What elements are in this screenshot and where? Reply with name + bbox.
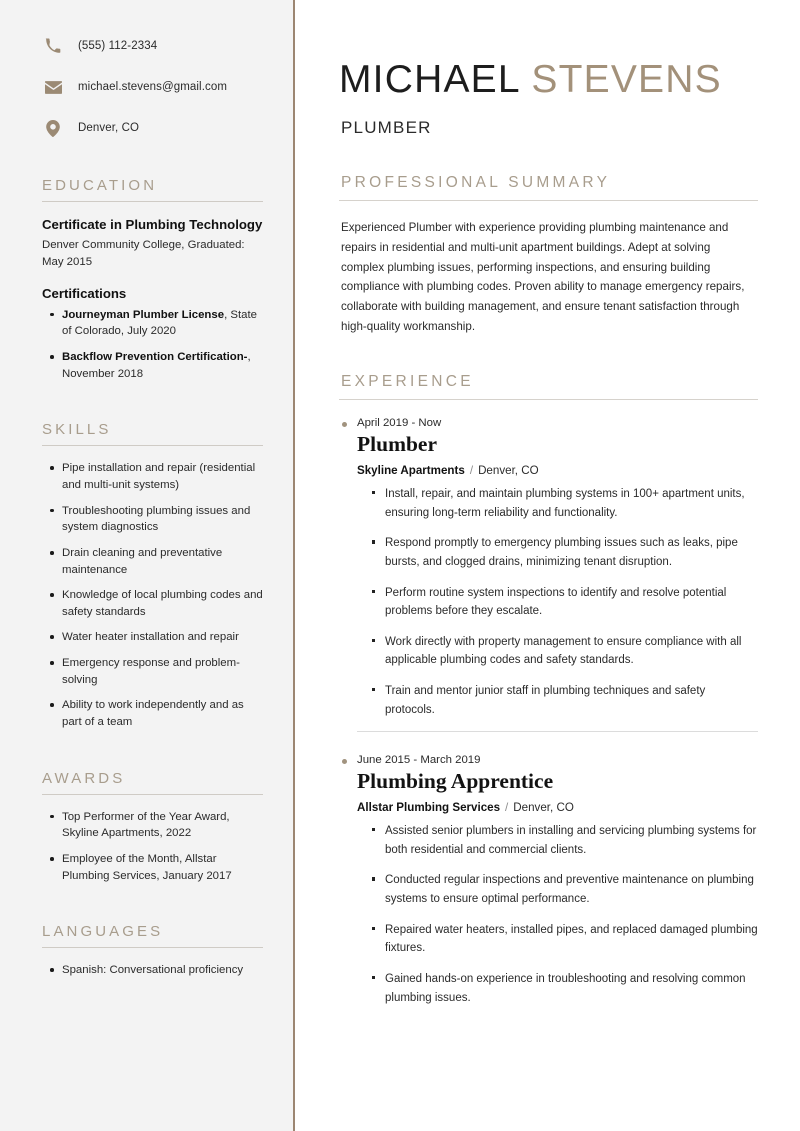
phone-value: (555) 112-2334 [78,40,158,52]
separator: / [469,464,474,478]
certification-detail: , State of Colorado, July 2020 [62,308,257,338]
list-item [62,307,263,340]
list-item: Ability to work independently and as part of a team [62,697,263,730]
envelope-icon [42,77,64,97]
summary-rule [339,200,758,201]
experience-entry [339,417,758,719]
skills-rule [42,445,263,446]
list-item: Gained hands-on experience in troubleshooting and resolving common plumbing issues. [385,970,758,1007]
list-item: Work directly with property management to ensure compliance with all applicable plumbing codes and safety standards. [385,633,758,670]
experience-rule [339,399,758,400]
awards-section [42,770,263,885]
list-item: Pipe installation and repair (residential and multi-unit systems) [62,460,263,493]
education-rule [42,201,263,202]
list-item: Knowledge of local plumbing codes and safety standards [62,587,263,620]
list-item: Troubleshooting plumbing issues and system diagnostics [62,503,263,536]
certification-name: Backflow Prevention Certification- [62,351,248,364]
contact-phone [42,36,263,56]
list-item: Repaired water heaters, installed pipes, and replaced damaged plumbing fixtures. [385,921,758,958]
education-school: Denver Community College, Graduated: May 2015 [42,239,245,268]
summary-section [339,174,758,338]
experience-bullets [339,822,758,1007]
certification-name: Journeyman Plumber License [62,308,225,321]
skills-heading: SKILLS [42,421,112,439]
job-role: PLUMBER [341,117,432,137]
last-name: STEVENS [531,58,722,101]
languages-list [42,962,263,979]
skills-list [42,460,263,730]
languages-heading: LANGUAGES [42,923,164,941]
certifications-list [42,307,263,383]
education-degree: Certificate in Plumbing Technology [42,217,263,232]
experience-heading: EXPERIENCE [341,373,474,391]
experience-company: Allstar Plumbing Services [357,801,501,815]
first-name: MICHAEL [339,58,520,101]
list-item: Train and mentor junior staff in plumbing techniques and safety protocols. [385,682,758,719]
experience-bullets [339,485,758,719]
contact-email [42,77,263,97]
summary-text: Experienced Plumber with experience providing plumbing maintenance and repairs in residential and multi-unit apartment buildings. Adept at solving complex plumbing issues, performing inspections, and ensuring building compliance with plumbing codes. Proven ability to manage emergency repairs, collaborate with building management, and ensure tenant satisfaction through high-quality workmanship. [341,220,745,334]
experience-separator [357,731,758,732]
experience-title: Plumbing Apprentice [357,769,554,794]
location-pin-icon [42,118,64,138]
sidebar [0,0,295,1131]
education-heading: EDUCATION [42,177,158,194]
list-item: Employee of the Month, Allstar Plumbing Services, January 2017 [62,851,263,884]
phone-icon [42,36,64,56]
experience-entry [339,754,758,1007]
list-item: Assisted senior plumbers in installing and servicing plumbing systems for both residential and commercial clients. [385,822,758,859]
location-value: Denver, CO [78,122,140,134]
experience-company-line [357,464,758,477]
experience-company: Skyline Apartments [357,464,465,478]
languages-rule [42,947,263,948]
skills-section [42,421,263,730]
experience-section [339,373,758,1007]
list-item: Install, repair, and maintain plumbing systems in 100+ apartment units, ensuring long-term reliability and functionality. [385,485,758,522]
list-item: Respond promptly to emergency plumbing issues such as leaks, pipe bursts, and clogged drains, minimizing tenant disruption. [385,534,758,571]
certifications-heading: Certifications [42,285,127,301]
spacer [42,391,263,413]
experience-title: Plumber [357,432,438,457]
page-title [339,58,758,102]
list-item: Drain cleaning and preventative maintenance [62,545,263,578]
list-item: Top Performer of the Year Award, Skyline Apartments, 2022 [62,809,263,842]
languages-section [42,923,263,979]
spacer [42,159,263,169]
list-item: Water heater installation and repair [62,629,263,646]
main-column [295,0,800,1131]
separator: / [505,801,509,815]
spacer [42,893,263,915]
certification-detail: , November 2018 [62,351,251,380]
list-item: Conducted regular inspections and preventive maintenance on plumbing systems to ensure optimal performance. [385,871,758,908]
awards-heading: AWARDS [42,769,126,787]
experience-dates: June 2015 - March 2019 [339,754,758,766]
list-item: Perform routine system inspections to identify and resolve potential problems before they escalate. [385,584,758,621]
education-section [42,177,263,382]
experience-location: Denver, CO [513,801,574,815]
list-item [62,349,263,382]
summary-heading: PROFESSIONAL SUMMARY [341,173,611,191]
awards-list [42,809,263,885]
spacer [42,740,263,762]
experience-location: Denver, CO [478,464,539,478]
email-value: michael.stevens@gmail.com [78,81,228,93]
list-item: Spanish: Conversational proficiency [62,962,263,979]
contact-location [42,118,263,138]
experience-dates: April 2019 - Now [339,417,758,429]
experience-company-line [357,801,758,814]
list-item: Emergency response and problem-solving [62,655,263,688]
awards-rule [42,794,263,795]
contact-list [42,36,263,138]
